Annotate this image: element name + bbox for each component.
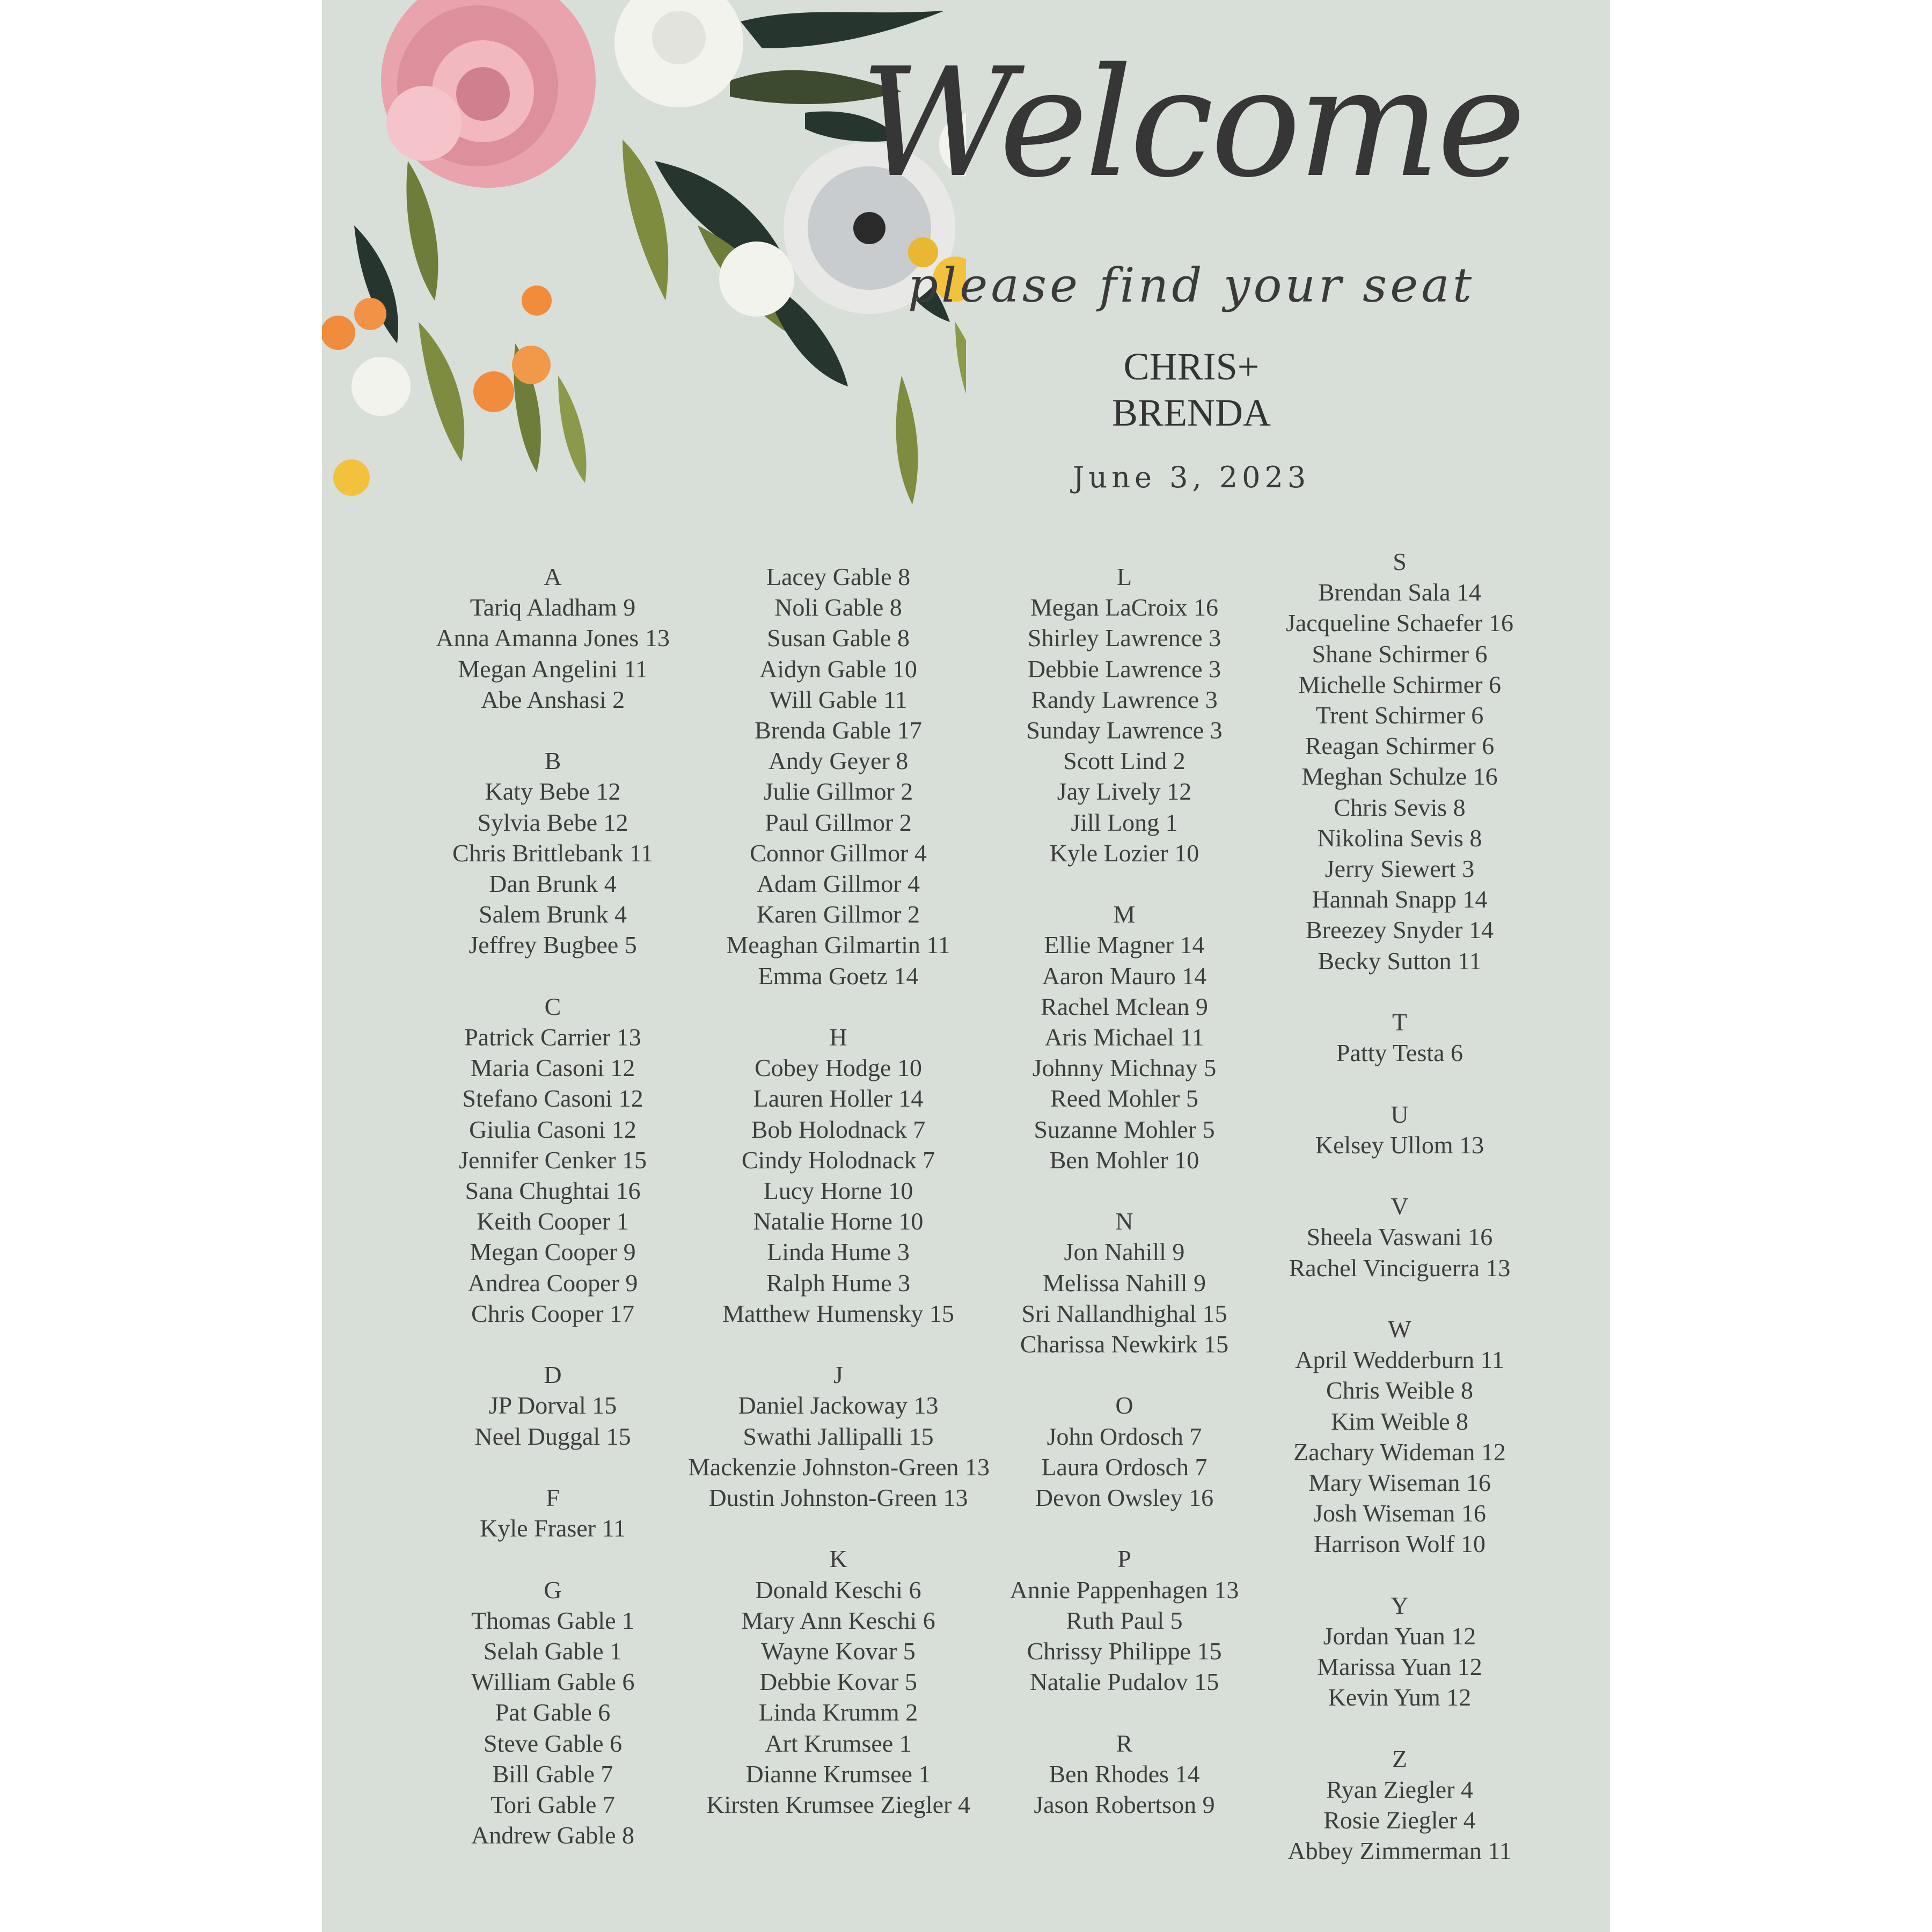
guest-entry: Anna Amanna Jones 13 bbox=[436, 624, 670, 652]
guest-entry: Art Krumsee 1 bbox=[765, 1729, 912, 1757]
guest-entry: Will Gable 11 bbox=[769, 685, 908, 713]
welcome-title: Welcome bbox=[860, 36, 1523, 211]
section-spacer bbox=[1249, 1068, 1550, 1099]
guest-entry: Donald Keschi 6 bbox=[755, 1576, 921, 1604]
guest-entry: Kyle Fraser 11 bbox=[480, 1514, 626, 1542]
section-letter: G bbox=[544, 1576, 562, 1604]
guest-column-2 bbox=[688, 561, 989, 1820]
guest-entry: Ralph Hume 3 bbox=[766, 1269, 911, 1297]
guest-entry: Cobey Hodge 10 bbox=[755, 1054, 922, 1082]
guest-entry: Debbie Kovar 5 bbox=[759, 1668, 917, 1696]
guest-entry: Devon Owsley 16 bbox=[1035, 1484, 1214, 1512]
section-spacer bbox=[402, 1452, 703, 1482]
guest-entry: Annie Pappenhagen 13 bbox=[1009, 1576, 1239, 1604]
guest-entry: Kevin Yum 12 bbox=[1328, 1684, 1472, 1711]
guest-entry: Keith Cooper 1 bbox=[477, 1208, 629, 1235]
guest-entry: Dianne Krumsee 1 bbox=[745, 1760, 931, 1788]
section-spacer bbox=[1249, 1283, 1550, 1314]
guest-entry: Swathi Jallipalli 15 bbox=[743, 1422, 934, 1450]
guest-entry: Adam Gillmor 4 bbox=[756, 870, 920, 898]
section-letter: Y bbox=[1391, 1591, 1409, 1619]
guest-entry: Zachary Wideman 12 bbox=[1293, 1438, 1506, 1466]
guest-entry: Lucy Horne 10 bbox=[763, 1177, 913, 1205]
section-letter: S bbox=[1393, 548, 1407, 575]
section-spacer bbox=[974, 1175, 1275, 1206]
guest-entry: Giulia Casoni 12 bbox=[469, 1115, 636, 1143]
section-letter: D bbox=[544, 1361, 562, 1389]
guest-entry: Chris Sevis 8 bbox=[1334, 793, 1466, 821]
guest-entry: Tori Gable 7 bbox=[491, 1791, 615, 1819]
guest-entry: Thomas Gable 1 bbox=[471, 1606, 635, 1634]
guest-entry: Michelle Schirmer 6 bbox=[1298, 670, 1502, 698]
section-spacer bbox=[688, 1329, 989, 1359]
guest-entry: Melissa Nahill 9 bbox=[1042, 1269, 1206, 1297]
guest-entry: Charissa Newkirk 15 bbox=[1020, 1330, 1229, 1358]
guest-entry: JP Dorval 15 bbox=[488, 1392, 617, 1419]
guest-entry: Patrick Carrier 13 bbox=[464, 1023, 641, 1051]
guest-entry: Brenda Gable 17 bbox=[755, 716, 922, 744]
guest-entry: Becky Sutton 11 bbox=[1318, 947, 1482, 975]
guest-entry: Hannah Snapp 14 bbox=[1312, 885, 1488, 913]
guest-entry: Abbey Zimmerman 11 bbox=[1287, 1837, 1512, 1865]
guest-entry: Josh Wiseman 16 bbox=[1313, 1499, 1486, 1527]
guest-entry: Susan Gable 8 bbox=[767, 624, 910, 652]
guest-entry: Stefano Casoni 12 bbox=[462, 1085, 643, 1113]
guest-entry: Dan Brunk 4 bbox=[489, 870, 617, 898]
guest-entry: Jason Robertson 9 bbox=[1034, 1791, 1215, 1819]
guest-entry: Linda Hume 3 bbox=[767, 1238, 910, 1266]
guest-entry: Connor Gillmor 4 bbox=[750, 839, 927, 867]
section-spacer bbox=[1249, 1713, 1550, 1744]
section-letter: M bbox=[1113, 901, 1136, 928]
guest-entry: Kim Weible 8 bbox=[1330, 1407, 1469, 1435]
guest-entry: Cindy Holodnack 7 bbox=[741, 1146, 935, 1174]
section-spacer bbox=[402, 961, 703, 991]
section-spacer bbox=[974, 1513, 1275, 1543]
guest-entry: Megan LaCroix 16 bbox=[1030, 594, 1219, 621]
guest-entry: John Ordosch 7 bbox=[1046, 1422, 1202, 1450]
section-spacer bbox=[1249, 1160, 1550, 1191]
section-letter: N bbox=[1115, 1208, 1133, 1235]
guest-entry: Sri Nallandhighal 15 bbox=[1021, 1299, 1227, 1327]
guest-entry: Kyle Lozier 10 bbox=[1049, 839, 1199, 867]
guest-entry: Megan Cooper 9 bbox=[470, 1238, 636, 1266]
section-spacer bbox=[688, 991, 989, 1022]
section-letter: B bbox=[544, 747, 561, 775]
guest-entry: Lauren Holler 14 bbox=[753, 1085, 924, 1113]
guest-entry: Scott Lind 2 bbox=[1063, 747, 1185, 775]
subtitle: please find your seat bbox=[908, 258, 1475, 313]
guest-entry: Suzanne Mohler 5 bbox=[1034, 1115, 1215, 1143]
guest-entry: Ruth Paul 5 bbox=[1066, 1606, 1183, 1634]
guest-entry: Marissa Yuan 12 bbox=[1317, 1653, 1482, 1681]
section-letter: T bbox=[1392, 1008, 1408, 1036]
guest-entry: Pat Gable 6 bbox=[495, 1699, 611, 1726]
guest-entry: Aaron Mauro 14 bbox=[1042, 962, 1207, 990]
guest-entry: Ben Mohler 10 bbox=[1049, 1146, 1199, 1174]
guest-entry: Jeffrey Bugbee 5 bbox=[469, 931, 637, 959]
guest-entry: Megan Angelini 11 bbox=[458, 655, 648, 683]
event-date: June 3, 2023 bbox=[1072, 460, 1311, 494]
guest-entry: Julie Gillmor 2 bbox=[763, 778, 913, 806]
guest-entry: Maria Casoni 12 bbox=[470, 1054, 635, 1082]
guest-entry: Jon Nahill 9 bbox=[1064, 1238, 1185, 1266]
section-letter: J bbox=[833, 1361, 843, 1389]
section-letter: V bbox=[1391, 1192, 1409, 1220]
guest-entry: April Wedderburn 11 bbox=[1295, 1346, 1504, 1374]
guest-entry: Debbie Lawrence 3 bbox=[1027, 655, 1221, 683]
section-letter: C bbox=[544, 992, 561, 1020]
guest-entry: Jill Long 1 bbox=[1071, 808, 1178, 836]
guest-entry: Jennifer Cenker 15 bbox=[459, 1146, 647, 1174]
guest-entry: Daniel Jackoway 13 bbox=[738, 1392, 939, 1419]
guest-entry: Abe Anshasi 2 bbox=[480, 685, 625, 713]
guest-entry: Mary Ann Keschi 6 bbox=[741, 1606, 935, 1634]
guest-column-4 bbox=[1249, 546, 1550, 1867]
section-letter: K bbox=[829, 1545, 847, 1573]
guest-entry: Sheela Vaswani 16 bbox=[1306, 1223, 1493, 1251]
guest-entry: Lacey Gable 8 bbox=[766, 563, 911, 590]
section-spacer bbox=[974, 1697, 1275, 1728]
guest-entry: Sylvia Bebe 12 bbox=[477, 808, 628, 836]
section-spacer bbox=[402, 1543, 703, 1574]
guest-entry: Matthew Humensky 15 bbox=[722, 1299, 954, 1327]
guest-entry: Steve Gable 6 bbox=[483, 1729, 623, 1757]
section-letter: F bbox=[546, 1484, 560, 1512]
guest-entry: Aidyn Gable 10 bbox=[759, 655, 917, 683]
guest-entry: Paul Gillmor 2 bbox=[765, 808, 912, 836]
guest-entry: Sana Chughtai 16 bbox=[465, 1177, 641, 1205]
guest-entry: Rachel Mclean 9 bbox=[1041, 992, 1208, 1020]
guest-entry: Johnny Michnay 5 bbox=[1032, 1054, 1217, 1082]
guest-entry: Randy Lawrence 3 bbox=[1031, 685, 1218, 713]
section-spacer bbox=[402, 715, 703, 745]
section-letter: L bbox=[1116, 563, 1132, 590]
section-letter: U bbox=[1391, 1100, 1409, 1128]
guest-entry: Meaghan Gilmartin 11 bbox=[726, 931, 950, 959]
guest-entry: Linda Krumm 2 bbox=[758, 1699, 918, 1726]
guest-entry: Ellie Magner 14 bbox=[1044, 931, 1205, 959]
guest-entry: Ryan Ziegler 4 bbox=[1326, 1776, 1474, 1804]
guest-entry: Noli Gable 8 bbox=[774, 594, 902, 621]
guest-entry: Kirsten Krumsee Ziegler 4 bbox=[706, 1791, 970, 1819]
guest-entry: Chris Cooper 17 bbox=[471, 1299, 635, 1327]
guest-entry: Trent Schirmer 6 bbox=[1315, 701, 1484, 729]
guest-entry: Kelsey Ullom 13 bbox=[1315, 1131, 1484, 1159]
guest-entry: Wayne Kovar 5 bbox=[761, 1637, 916, 1665]
guest-entry: Brendan Sala 14 bbox=[1318, 579, 1482, 606]
guest-entry: Natalie Pudalov 15 bbox=[1029, 1668, 1219, 1696]
guest-entry: Salem Brunk 4 bbox=[479, 901, 627, 928]
guest-entry: Ben Rhodes 14 bbox=[1049, 1760, 1200, 1788]
guest-entry: Jordan Yuan 12 bbox=[1323, 1622, 1476, 1650]
section-spacer bbox=[974, 1359, 1275, 1390]
guest-entry: Patty Testa 6 bbox=[1336, 1039, 1463, 1067]
section-letter: O bbox=[1115, 1392, 1133, 1419]
section-letter: R bbox=[1116, 1729, 1133, 1757]
guest-entry: Chrissy Philippe 15 bbox=[1027, 1637, 1222, 1665]
section-letter: W bbox=[1388, 1315, 1411, 1343]
guest-entry: Sunday Lawrence 3 bbox=[1026, 716, 1223, 744]
couple-name-line-2: BRENDA bbox=[1111, 391, 1271, 434]
guest-entry: Laura Ordosch 7 bbox=[1041, 1453, 1208, 1481]
guest-entry: Aris Michael 11 bbox=[1044, 1023, 1204, 1051]
guest-entry: Rachel Vinciguerra 13 bbox=[1289, 1254, 1511, 1282]
couple-name-line-1: CHRIS+ bbox=[1123, 345, 1260, 388]
guest-entry: Karen Gillmor 2 bbox=[756, 901, 920, 928]
guest-entry: Reagan Schirmer 6 bbox=[1305, 732, 1495, 760]
guest-entry: Reed Mohler 5 bbox=[1050, 1085, 1198, 1113]
guest-column-1 bbox=[402, 561, 703, 1850]
guest-entry: Jay Lively 12 bbox=[1057, 778, 1192, 806]
guest-entry: Shirley Lawrence 3 bbox=[1027, 624, 1221, 652]
guest-entry: Dustin Johnston-Green 13 bbox=[708, 1484, 968, 1512]
guest-column-3 bbox=[974, 561, 1275, 1820]
guest-entry: Rosie Ziegler 4 bbox=[1323, 1806, 1476, 1834]
section-spacer bbox=[974, 868, 1275, 899]
guest-entry: Jacqueline Schaefer 16 bbox=[1285, 609, 1514, 637]
guest-entry: Mackenzie Johnston-Green 13 bbox=[688, 1453, 990, 1481]
guest-entry: Bob Holodnack 7 bbox=[751, 1115, 926, 1143]
guest-columns bbox=[322, 0, 1610, 1932]
guest-entry: Selah Gable 1 bbox=[483, 1637, 623, 1665]
guest-entry: Natalie Horne 10 bbox=[753, 1208, 924, 1235]
guest-entry: Neel Duggal 15 bbox=[474, 1422, 631, 1450]
guest-entry: William Gable 6 bbox=[471, 1668, 635, 1696]
section-spacer bbox=[1249, 976, 1550, 1007]
guest-entry: Andy Geyer 8 bbox=[768, 747, 909, 775]
guest-entry: Meghan Schulze 16 bbox=[1301, 763, 1498, 791]
guest-entry: Andrew Gable 8 bbox=[471, 1821, 634, 1849]
guest-entry: Mary Wiseman 16 bbox=[1308, 1469, 1491, 1497]
section-spacer bbox=[688, 1513, 989, 1543]
guest-entry: Chris Weible 8 bbox=[1326, 1377, 1473, 1404]
guest-entry: Jerry Siewert 3 bbox=[1324, 855, 1475, 883]
section-letter: H bbox=[829, 1023, 847, 1051]
section-letter: A bbox=[544, 563, 562, 590]
guest-entry: Nikolina Sevis 8 bbox=[1317, 824, 1482, 852]
guest-entry: Katy Bebe 12 bbox=[485, 778, 621, 806]
guest-entry: Chris Brittlebank 11 bbox=[452, 839, 653, 867]
guest-entry: Breezey Snyder 14 bbox=[1306, 916, 1494, 944]
section-spacer bbox=[402, 1329, 703, 1359]
section-letter: P bbox=[1117, 1545, 1131, 1573]
section-spacer bbox=[1249, 1560, 1550, 1590]
guest-entry: Bill Gable 7 bbox=[492, 1760, 613, 1788]
guest-entry: Harrison Wolf 10 bbox=[1314, 1530, 1485, 1558]
guest-entry: Shane Schirmer 6 bbox=[1312, 640, 1488, 668]
section-letter: Z bbox=[1392, 1745, 1408, 1773]
seating-chart-poster bbox=[322, 0, 1610, 1932]
guest-entry: Andrea Cooper 9 bbox=[467, 1269, 638, 1297]
guest-entry: Tariq Aladham 9 bbox=[470, 594, 636, 621]
guest-entry: Emma Goetz 14 bbox=[758, 962, 919, 990]
